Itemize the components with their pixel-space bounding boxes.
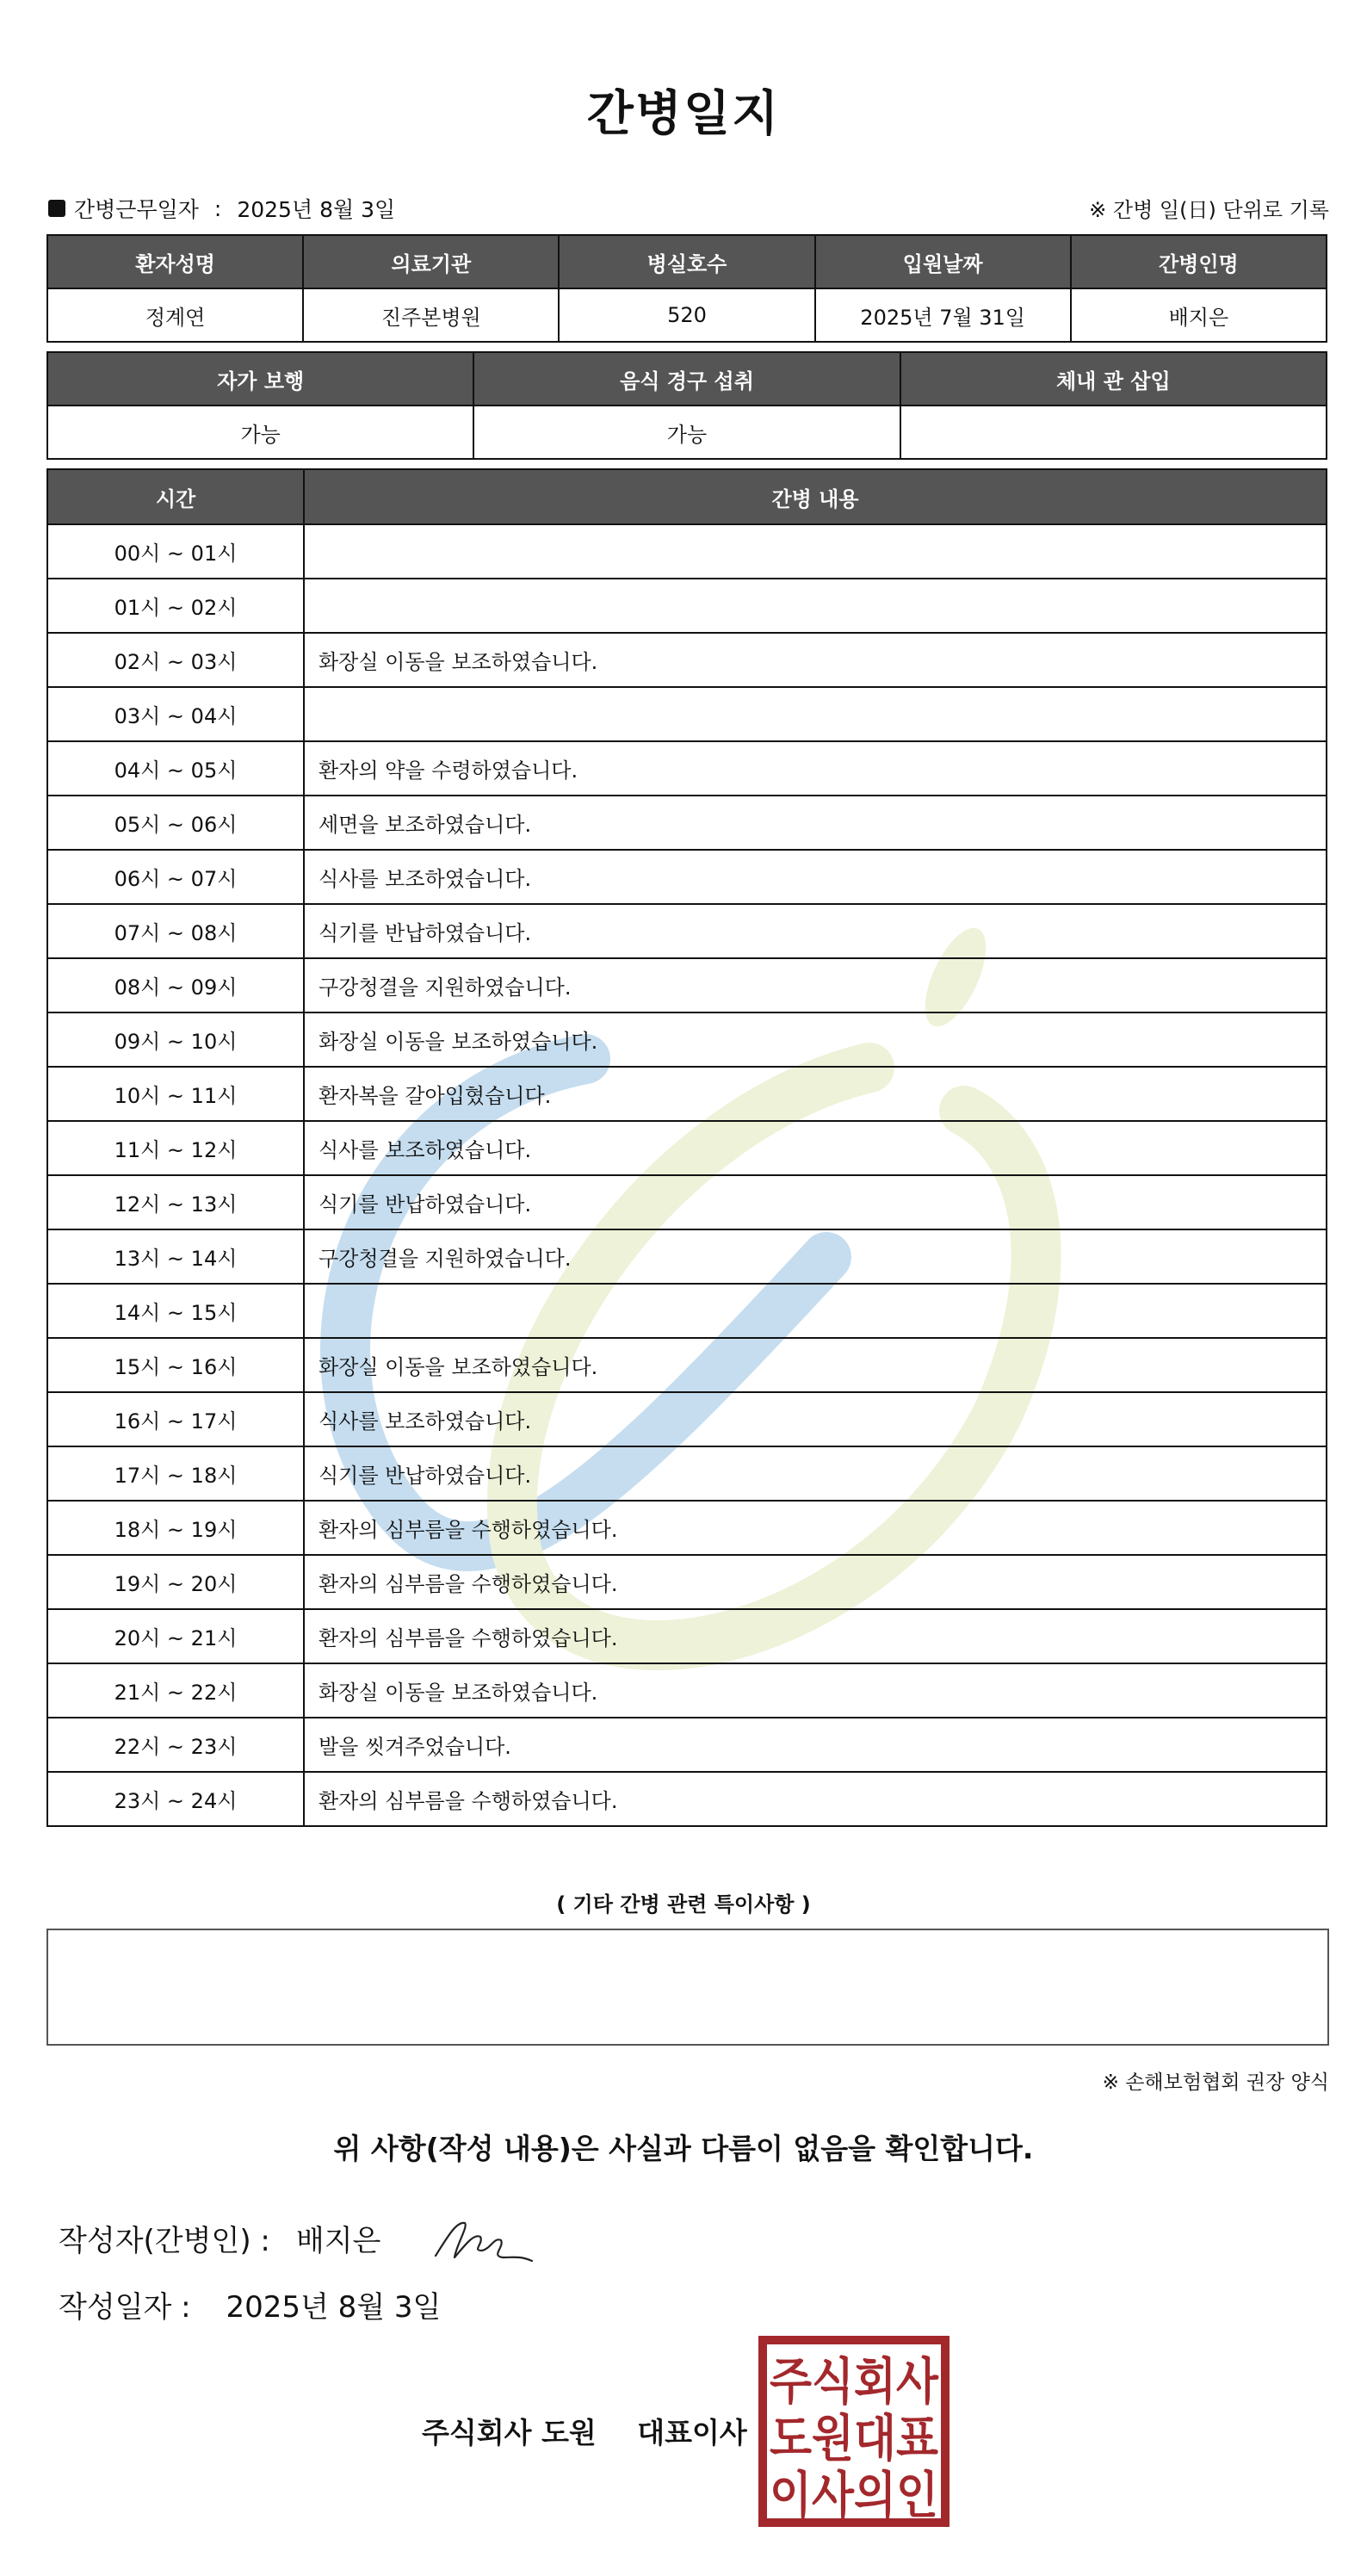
care-log-table — [46, 468, 1327, 1827]
log-content: 화장실 이동을 보조하였습니다. — [304, 633, 1327, 687]
writer-value: 배지은 — [295, 2224, 381, 2258]
log-content — [304, 579, 1327, 633]
seal-line-3: 이사의인 — [770, 2466, 938, 2524]
log-row — [47, 1772, 1327, 1826]
log-row — [47, 1229, 1327, 1284]
signature-icon — [430, 2211, 542, 2271]
log-row — [47, 1338, 1327, 1392]
log-row — [47, 687, 1327, 741]
log-time: 11시 ~ 12시 — [47, 1121, 304, 1175]
patient-info-table — [46, 234, 1327, 343]
log-content: 환자의 약을 수령하였습니다. — [304, 741, 1327, 796]
care-log-body — [47, 524, 1327, 1826]
log-time: 10시 ~ 11시 — [47, 1067, 304, 1121]
company-name: 주식회사 도원 — [422, 2416, 597, 2449]
writer-label: 작성자(간병인) : — [59, 2224, 270, 2258]
log-content: 식사를 보조하였습니다. — [304, 1392, 1327, 1446]
log-content: 화장실 이동을 보조하였습니다. — [304, 1012, 1327, 1067]
log-content: 세면을 보조하였습니다. — [304, 796, 1327, 850]
log-row — [47, 1501, 1327, 1555]
log-time: 02시 ~ 03시 — [47, 633, 304, 687]
log-content: 구강청결을 지원하였습니다. — [304, 1229, 1327, 1284]
log-time: 08시 ~ 09시 — [47, 958, 304, 1012]
unit-note: ※ 간병 일(日) 단위로 기록 — [1089, 198, 1329, 222]
header-tube-insertion: 체내 관 삽입 — [900, 352, 1327, 406]
work-date-separator: : — [213, 195, 222, 221]
written-date-line — [59, 2283, 441, 2325]
log-row — [47, 1121, 1327, 1175]
special-notes-title: ( 기타 간병 관련 특이사항 ) — [556, 1892, 811, 1917]
log-content: 환자의 심부름을 수행하였습니다. — [304, 1772, 1327, 1826]
seal-line-1: 주식회사 — [770, 2352, 939, 2411]
log-row — [47, 796, 1327, 850]
form-footnote: ※ 손해보험협회 권장 양식 — [1102, 2071, 1329, 2094]
log-row — [47, 524, 1327, 579]
header-admission-date: 입원날짜 — [815, 235, 1071, 288]
log-content: 식기를 반납하였습니다. — [304, 904, 1327, 958]
log-time: 18시 ~ 19시 — [47, 1501, 304, 1555]
tube-insertion — [900, 406, 1327, 459]
log-row — [47, 1175, 1327, 1229]
header-time: 시간 — [47, 469, 304, 524]
company-line — [422, 2411, 747, 2451]
special-notes-box — [46, 1929, 1329, 2046]
header-oral-intake: 음식 경구 섭취 — [473, 352, 900, 406]
log-content: 식기를 반납하였습니다. — [304, 1446, 1327, 1501]
header-hospital: 의료기관 — [303, 235, 559, 288]
confirmation-statement: 위 사항(작성 내용)은 사실과 다름이 없음을 확인합니다. — [333, 2132, 1034, 2165]
written-date-value: 2025년 8월 3일 — [226, 2290, 442, 2325]
log-row — [47, 1555, 1327, 1609]
log-time: 17시 ~ 18시 — [47, 1446, 304, 1501]
log-content: 환자의 심부름을 수행하였습니다. — [304, 1609, 1327, 1663]
log-content — [304, 687, 1327, 741]
log-row — [47, 741, 1327, 796]
header-caregiver-name: 간병인명 — [1071, 235, 1327, 288]
log-time: 06시 ~ 07시 — [47, 850, 304, 904]
log-time: 20시 ~ 21시 — [47, 1609, 304, 1663]
header-care-content: 간병 내용 — [304, 469, 1327, 524]
log-content: 구강청결을 지원하였습니다. — [304, 958, 1327, 1012]
caregiver-name: 배지은 — [1071, 288, 1327, 342]
log-time: 19시 ~ 20시 — [47, 1555, 304, 1609]
log-content: 환자의 심부름을 수행하였습니다. — [304, 1555, 1327, 1609]
log-content — [304, 524, 1327, 579]
log-time: 01시 ~ 02시 — [47, 579, 304, 633]
log-time: 21시 ~ 22시 — [47, 1663, 304, 1718]
log-content: 발을 씻겨주었습니다. — [304, 1718, 1327, 1772]
log-row — [47, 1392, 1327, 1446]
written-date-label: 작성일자 : — [59, 2290, 191, 2325]
log-content: 화장실 이동을 보조하였습니다. — [304, 1663, 1327, 1718]
log-row — [47, 1012, 1327, 1067]
log-row — [47, 1446, 1327, 1501]
log-content — [304, 1284, 1327, 1338]
log-time: 15시 ~ 16시 — [47, 1338, 304, 1392]
log-row — [47, 579, 1327, 633]
square-bullet-icon — [48, 200, 65, 217]
log-time: 05시 ~ 06시 — [47, 796, 304, 850]
log-row — [47, 1067, 1327, 1121]
admission-date: 2025년 7월 31일 — [815, 288, 1071, 342]
log-content: 식기를 반납하였습니다. — [304, 1175, 1327, 1229]
patient-name: 정계연 — [47, 288, 303, 342]
log-time: 12시 ~ 13시 — [47, 1175, 304, 1229]
log-time: 03시 ~ 04시 — [47, 687, 304, 741]
work-date-label: 간병근무일자 — [74, 197, 199, 222]
log-time: 22시 ~ 23시 — [47, 1718, 304, 1772]
log-row — [47, 633, 1327, 687]
seal-line-2: 도원대표 — [770, 2409, 938, 2468]
log-time: 09시 ~ 10시 — [47, 1012, 304, 1067]
header-self-walking: 자가 보행 — [47, 352, 473, 406]
ability-table — [46, 351, 1327, 460]
log-content: 식사를 보조하였습니다. — [304, 1121, 1327, 1175]
log-row — [47, 1284, 1327, 1338]
self-walking: 가능 — [47, 406, 473, 459]
log-time: 16시 ~ 17시 — [47, 1392, 304, 1446]
header-room-number: 병실호수 — [559, 235, 814, 288]
header-patient-name: 환자성명 — [47, 235, 303, 288]
oral-intake: 가능 — [473, 406, 900, 459]
work-date-value: 2025년 8월 3일 — [237, 197, 396, 222]
log-time: 23시 ~ 24시 — [47, 1772, 304, 1826]
log-time: 13시 ~ 14시 — [47, 1229, 304, 1284]
log-content: 식사를 보조하였습니다. — [304, 850, 1327, 904]
log-content: 환자복을 갈아입혔습니다. — [304, 1067, 1327, 1121]
log-row — [47, 1718, 1327, 1772]
log-row — [47, 1663, 1327, 1718]
writer-line — [59, 2217, 380, 2259]
company-representative: 대표이사 — [637, 2416, 747, 2449]
log-time: 07시 ~ 08시 — [47, 904, 304, 958]
work-date — [48, 193, 395, 224]
log-content: 환자의 심부름을 수행하였습니다. — [304, 1501, 1327, 1555]
log-row — [47, 904, 1327, 958]
log-content: 화장실 이동을 보조하였습니다. — [304, 1338, 1327, 1392]
log-time: 04시 ~ 05시 — [47, 741, 304, 796]
page-title: 간병일지 — [586, 86, 781, 142]
log-row — [47, 1609, 1327, 1663]
log-row — [47, 958, 1327, 1012]
company-seal-icon — [758, 2335, 950, 2528]
room-number: 520 — [559, 288, 814, 342]
hospital: 진주본병원 — [303, 288, 559, 342]
log-row — [47, 850, 1327, 904]
log-time: 00시 ~ 01시 — [47, 524, 304, 579]
log-time: 14시 ~ 15시 — [47, 1284, 304, 1338]
